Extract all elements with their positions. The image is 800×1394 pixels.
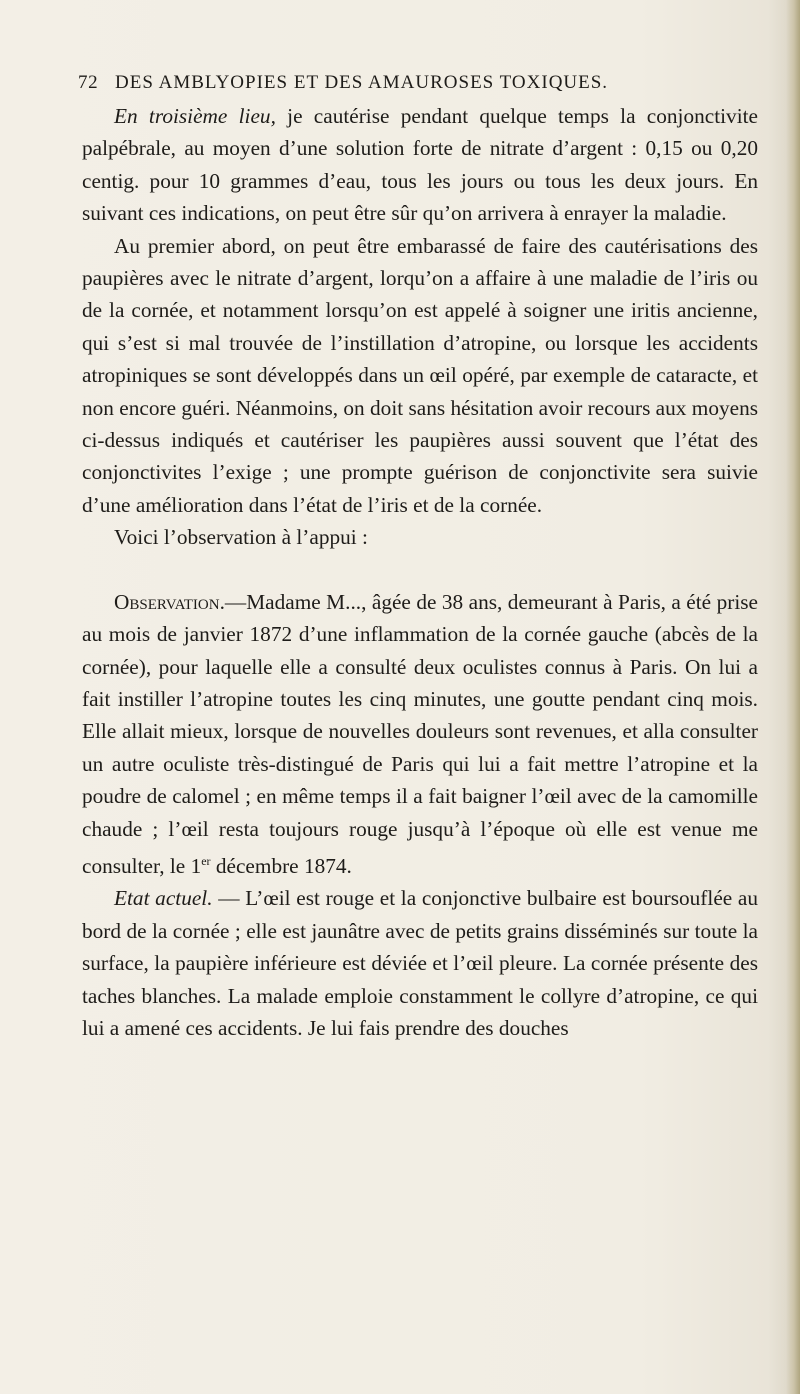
paragraph-2-text: Au premier abord, on peut être embarassé de faire des cautérisations des paupières avec le nitrate d’argent, lorqu’on a affaire à une maladie de l’iris ou de la cornée, et notamment lorsqu’on est appelé à soigner une iritis ancienne, qui s’est si mal trouvée de l’instillation d’atropine, ou lorsque les accidents atropiniques se sont développés dans un œil opéré, par exemple de cataracte, et non encore guéri. Néanmoins, on doit sans hésitation avoir recours aux moyens ci-dessus indiqués et cautériser les paupières aussi souvent que l’état des conjonctivites l’exige ; une prompte guérison de conjonctivite sera suivie d’une amélioration dans l’état de l’iris et de la cornée. [82,233,759,517]
body-text [82,100,758,1044]
observation-date-day: 1 [190,854,202,879]
page-edge-shadow [786,0,800,1394]
etat-actuel-heading: Etat actuel. [114,886,213,911]
paragraph-etat-actuel [82,882,758,1044]
observation-date-rest: décembre 1874. [210,854,352,879]
running-title: DES AMBLYOPIES ET DES AMAUROSES TOXIQUES. [115,72,609,93]
paragraph-2 [82,230,758,522]
running-header [78,72,758,102]
observation-heading: Observation. [114,589,225,614]
etat-actuel-text: — L’œil est rouge et la conjonctive bulbaire est boursouflée au bord de la cornée ; elle est jaunâtre avec de petits grains disséminés sur toute la surface, la paupière inférieure est déviée et l’œil pleure. La cornée présente des taches blanches. La malade emploie constamment le collyre d’atropine, ce qui lui a amené ces accidents. Je lui fais prendre des douches [82,886,759,1041]
paragraph-3 [82,521,758,553]
observation-date-sup: er [201,853,211,868]
observation-text: —Madame M..., âgée de 38 ans, demeurant à Paris, a été prise au mois de janvier 1872 d’une inflammation de la cornée gauche (abcès de la cornée), pour laquelle elle a consulté deux oculistes connus à Paris. On lui a fait instiller l’atropine toutes les cinq minutes, une goutte pendant cinq mois. Elle allait mieux, lorsque de nouvelles douleurs sont revenues, et alla consulter un autre oculiste très-distingué de Paris qui lui a fait mettre l’atropine et la poudre de calomel ; en même temps il a fait baigner l’œil avec de la camomille chaude ; l’œil resta toujours rouge jusqu’à l’époque où elle est venue me consulter, le [82,589,758,879]
page-number: 72 [78,72,99,93]
paragraph-1 [82,100,758,230]
paragraph-3-text: Voici l’observation à l’appui : [114,525,368,550]
paragraph-1-text: je cautérise pendant quelque temps la conjonctivite palpébrale, au moyen d’une solution forte de nitrate d’argent : 0,15 ou 0,20 centig. pour 10 grammes d’eau, tous les jours ou tous les deux jours. En suivant ces indications, on peut être sûr qu’on arrivera à enrayer la maladie. [82,104,758,226]
observation-paragraph [82,586,758,883]
paragraph-1-lead: En troisième lieu, [114,104,276,128]
